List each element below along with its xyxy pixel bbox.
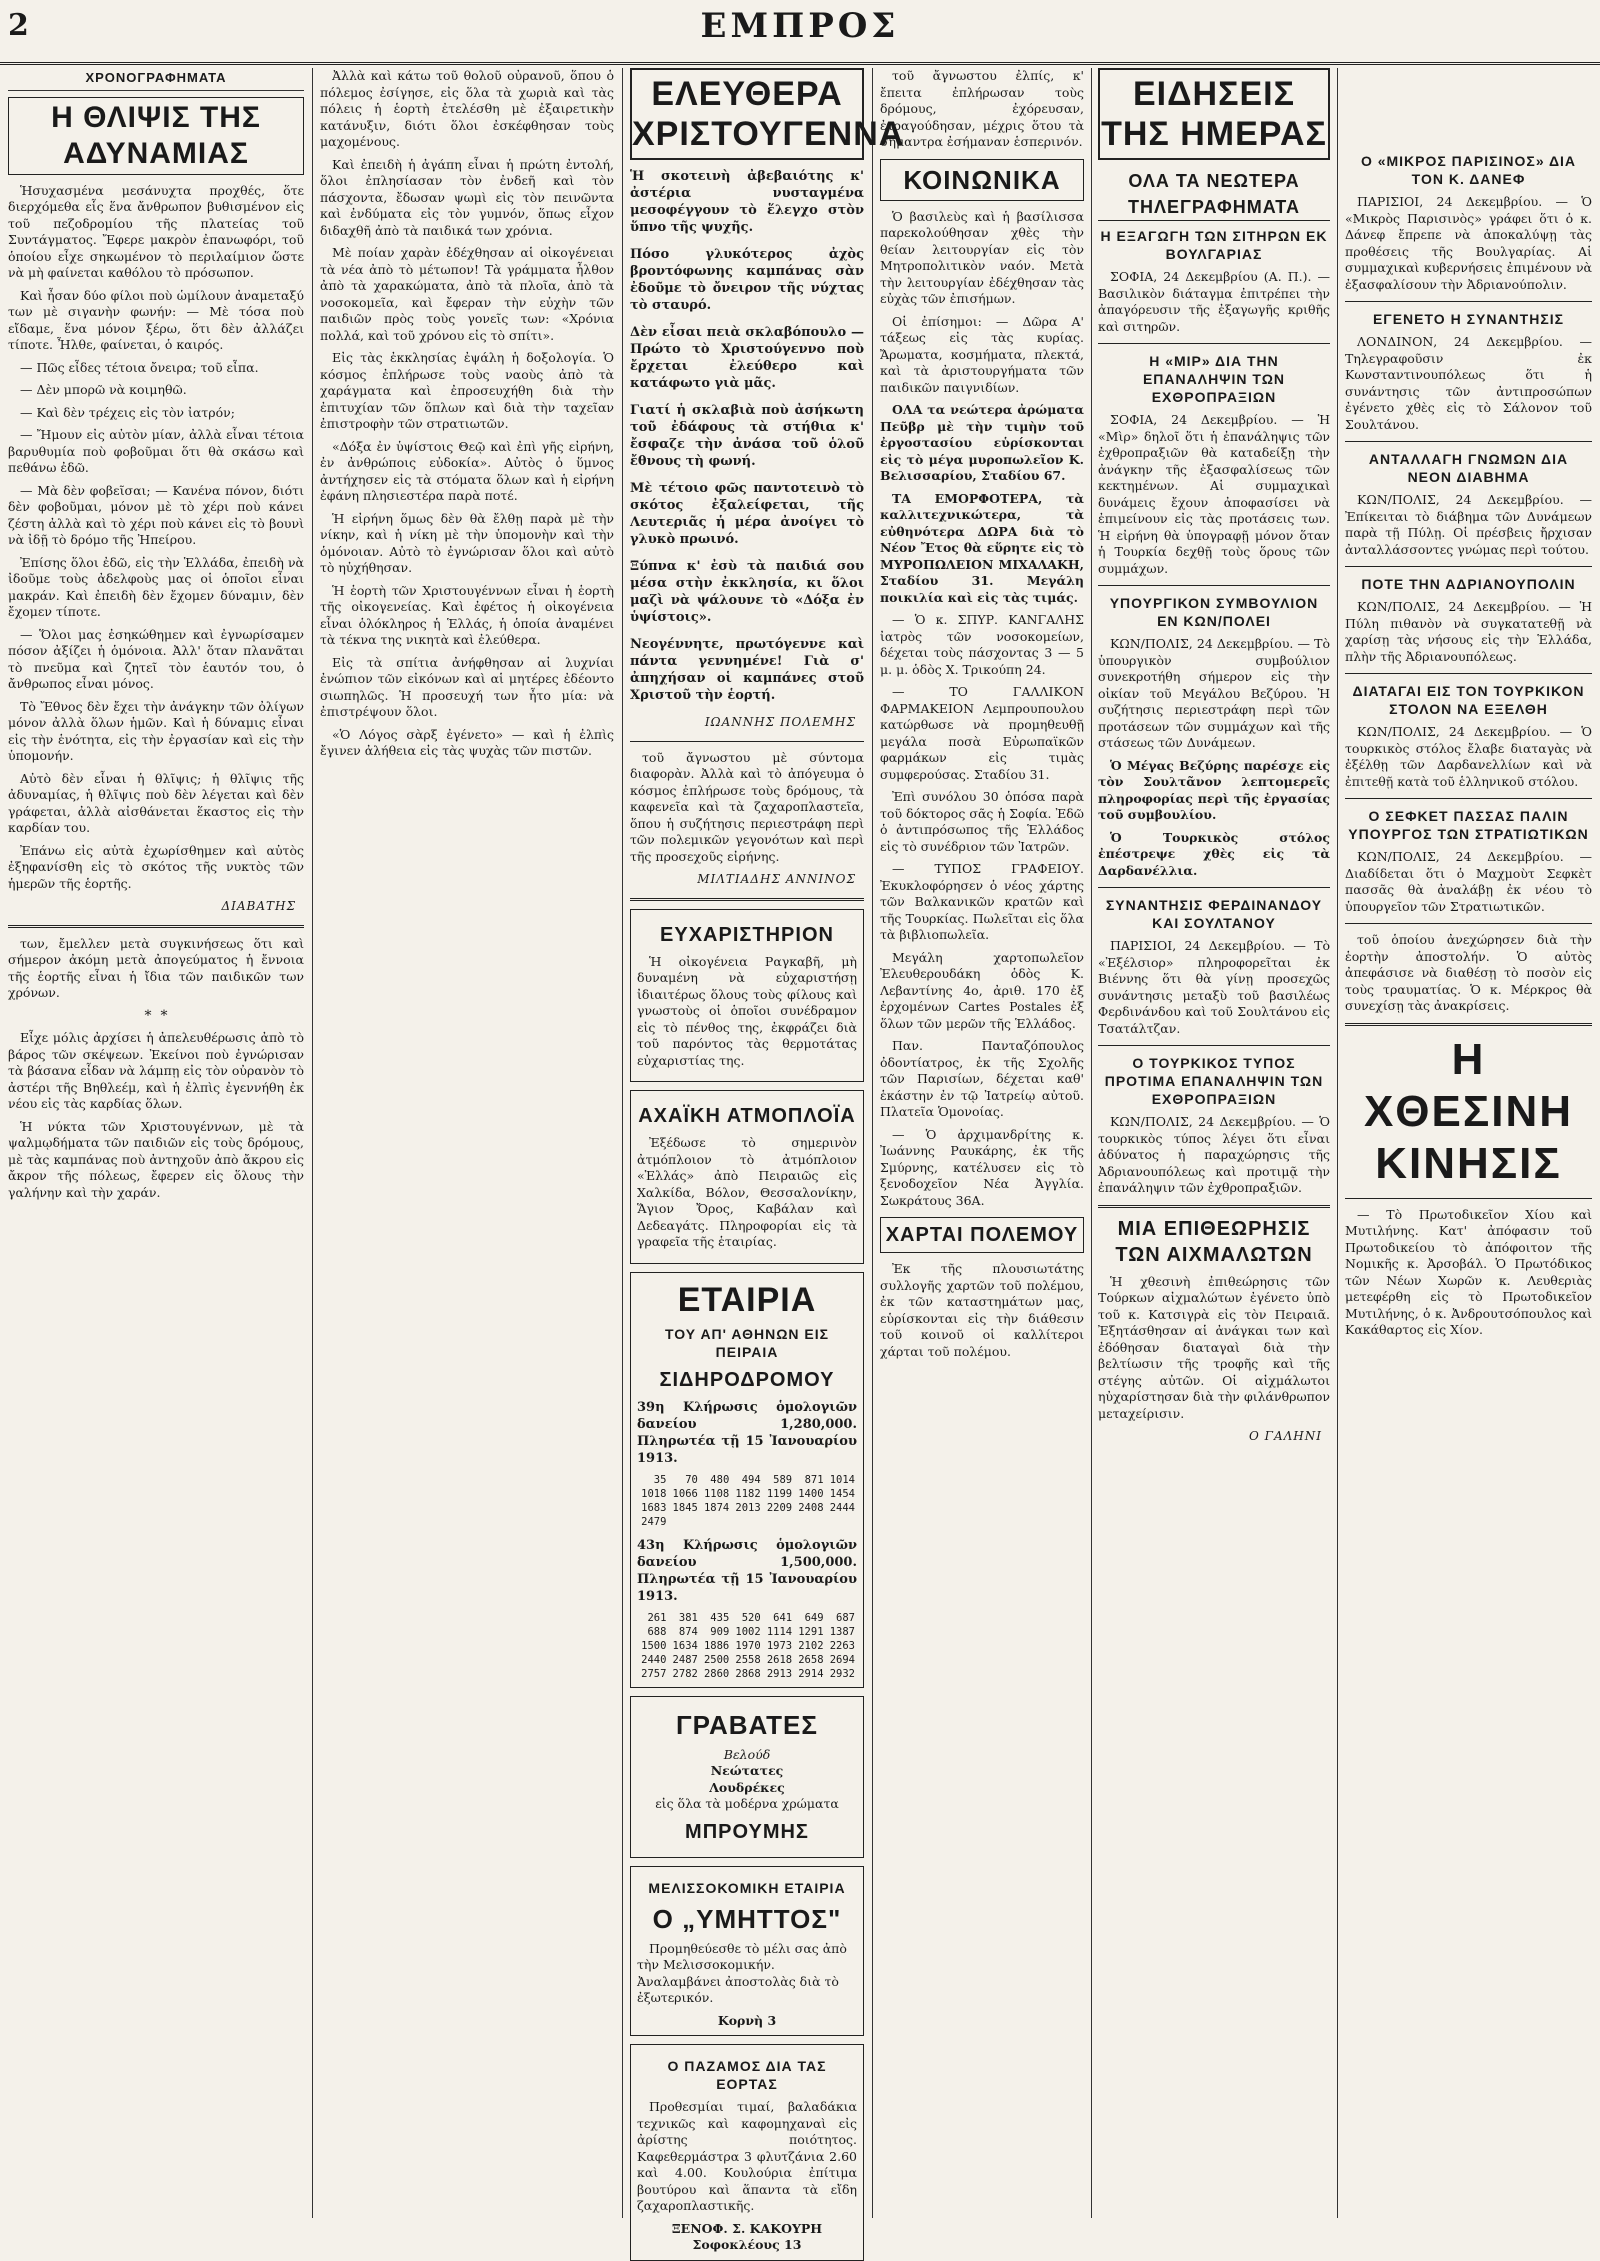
rubric: ΧΡΟΝΟΓΡΑΦΗΜΑΤΑ [8, 70, 304, 91]
ad-shop: ΜΠΡΟΥΜΗΣ [685, 1820, 809, 1843]
article-title: Η ΘΛΙΨΙΣ ΤΗΣ ΑΔΥΝΑΜΙΑΣ [8, 97, 304, 175]
draw-number: 874 [678, 1625, 698, 1638]
divider [630, 898, 864, 901]
ad-title: ΑΧΑΪΚΗ ΑΤΜΟΠΛΟΪΑ [638, 1105, 856, 1127]
draw-number: 649 [804, 1611, 824, 1624]
paragraph: — Ὁ κ. ΣΠΥΡ. ΚΑΝΓΑΛΗΣ ἰατρὸς τῶν νοσοκομείων, δέχεται τοὺς πάσχοντας 3 — 5 μ. μ. ὁδὸς Χ. Τρικούπη 24. [880, 612, 1084, 677]
draw-number: 1973 [766, 1639, 793, 1652]
draw-number: 2782 [672, 1667, 698, 1680]
masthead [0, 0, 1600, 65]
ad-line: εἰς ὅλα τὰ μοδέρνα χρώματα [655, 1796, 839, 1811]
draw-number: 435 [710, 1611, 730, 1624]
draw-number: 480 [710, 1473, 730, 1486]
news-section-title: ΕΙΔΗΣΕΙΣ ΤΗΣ ΗΜΕΡΑΣ [1098, 68, 1330, 160]
paragraph: Ἡ ἑορτὴ τῶν Χριστουγέννων εἶναι ἡ ἑορτὴ τῆς οἰκογενείας. Καὶ ἐφέτος ἡ οἰκογένεια εἶναι ὁλόκληρος ἡ Ἑλλάς, ἡ ὁποία ἀναμένει τὰ τέκνα της νικητὰ καὶ ἐλεύθερα. [320, 582, 614, 647]
draw-number: 2860 [703, 1667, 730, 1680]
paragraph: — Καὶ δὲν τρέχεις εἰς τὸν ἰατρόν; [20, 404, 235, 420]
paragraph: Καὶ ἦσαν δύο φίλοι ποὺ ὡμίλουν ἀναμεταξύ των μὲ σιγανὴν φωνήν: — Μὲ τόσα ποὺ εἴδαμε, ἕνα μόνον ξέρω, ὅτι δὲν ἀλλάζει τίποτε. Ἦλθε, φαίνεται, ὁ καιρός. [8, 287, 304, 352]
column-rule [1337, 68, 1338, 2218]
poem-stanza: Γιατί ἡ σκλαβιὰ ποὺ ἀσήκωτη τοῦ ἐδάφους τὰ στήθια κ' ἔσφαζε τὴν ἀνάσα τοῦ ὁλοῦ ἔθνους τὴ φωνή. [630, 403, 864, 469]
ad-title: ΕΥΧΑΡΙΣΤΗΡΙΟΝ [660, 923, 834, 946]
ad-text: Προμηθεύεσθε τὸ μέλι σας ἀπὸ τὴν Μελισσοκομικήν. Ἀναλαμβάνει ἀποστολὰς διὰ τὸ ἐξωτερικόν. [637, 1940, 847, 2005]
divider [1098, 585, 1330, 586]
ad-railway [630, 1272, 864, 1688]
divider [1345, 441, 1592, 442]
draw-number: 2558 [735, 1653, 761, 1666]
divider [1345, 1023, 1592, 1026]
paragraph: των, ἔμελλεν μετὰ συγκινήσεως ὅτι καὶ σήμερον ἀκόμη μετὰ ἀπογεύματος ἡ ἔννοια τῆς ἑορτῆς εἶναι ἡ ἴδια τῶν παιδικῶν των χρόνων. [8, 935, 304, 1000]
column-news-right [1345, 68, 1592, 2218]
divider [8, 925, 304, 928]
poem-stanza: Δὲν εἶσαι πειὰ σκλαβόπουλο — Πρώτο τὸ Χριστούγεννο ποὺ ἔρχεται ἐλεύθερο καὶ κατάφωτο γιὰ μᾶς. [630, 325, 864, 391]
poem-stanza: Μὲ τέτοιο φῶς παντοτεινὸ τὸ σκότος ἐξαλείφεται, τῆς Λευτεριᾶς ἡ μέρα ἀνοίγει τὸ γλυκὸ πρωινό. [630, 481, 864, 547]
draw-number: 1400 [798, 1487, 824, 1500]
news-item: ΚΩΝ/ΠΟΛΙΣ, 24 Δεκεμβρίου. — Ἡ Πύλη πιθανὸν νὰ συγκατατεθῇ νὰ χαρίσῃ τὰς νήσους εἰς τὴν Ἑλλάδα, πλὴν τῆς Ἀδριανουπόλεως. [1345, 599, 1592, 664]
paragraph: Παν. Πανταζόπουλος ὀδοντίατρος, ἐκ τῆς Σχολῆς τῶν Παρισίων, δέχεται καθ' ἑκάστην ἐν τῷ Ἰατρείῳ αὐτοῦ. Πλατεῖα Ὁμονοίας. [880, 1038, 1084, 1119]
paragraph: «Ὁ Λόγος σὰρξ ἐγένετο» — καὶ ἡ ἐλπὶς ἔγινεν ἀλήθεια εἰς τὰς ψυχὰς τῶν πιστῶν. [320, 726, 614, 758]
ad-line: Νεώτατες [710, 1763, 784, 1778]
ad-text: Ἐξέδωσε τὸ σημερινὸν ἀτμόπλοιον τὸ ἀτμόπλοιον «Ἑλλάς» ἀπὸ Πειραιῶς εἰς Χαλκίδα, Βόλον, Θεσσαλονίκην, Ἅγιον Ὄρος, Καβάλαν καὶ Δεδεαγάτς. Πληροφορίαι εἰς τὰ γραφεῖα τῆς ἑταιρίας. [637, 1135, 857, 1249]
paragraph: — Πῶς εἶδες τέτοια ὄνειρα; τοῦ εἶπα. [20, 359, 259, 375]
news-headline: ΜΙΑ ΕΠΙΘΕΩΡΗΣΙΣ ΤΩΝ ΑΙΧΜΑΛΩΤΩΝ [1115, 1217, 1313, 1266]
draw-number: 589 [773, 1473, 793, 1486]
paragraph: Μὲ ποίαν χαρὰν ἐδέχθησαν αἱ οἰκογένειαι τὰ νέα ἀπὸ τὸ μέτωπον! Τὰ γράμματα ἦλθον ἀπὸ τὰ χαρακώματα, ἀπὸ τὰ πλοῖα, ἀπὸ τὰ νοσοκομεῖα, καὶ ἔφεραν τὴν εὐχὴν τῶν παιδιῶν πρὸς τοὺς γονεῖς των: «Χρόνια πολλά, καὶ τοῦ χρόνου εἰς τὸ σπίτι». [320, 245, 614, 343]
news-headline: ΥΠΟΥΡΓΙΚΟΝ ΣΥΜΒΟΥΛΙΟΝ ΕΝ ΚΩΝ/ΠΟΛΕΙ [1109, 595, 1319, 629]
draw-number: 687 [836, 1611, 855, 1624]
divider [1345, 673, 1592, 674]
draw-number: 1634 [672, 1639, 698, 1652]
column-news [1098, 68, 1330, 2218]
draw-number: 2487 [672, 1653, 698, 1666]
spacer [1345, 68, 1592, 146]
poem-stanza: Ξύπνα κ' ἐσὺ τὰ παιδιά σου μέσα στὴν ἐκκλησία, κι ὅλοι μαζὶ νὰ ψάλουνε τὸ «Δόξα ἐν ὑψίστοις». [630, 559, 864, 625]
draw-number: 641 [773, 1611, 793, 1624]
draw-number: 1387 [829, 1625, 855, 1638]
ad-bazaar [630, 2044, 864, 2261]
section-title: ΚΟΙΝΩΝΙΚΑ [903, 164, 1061, 195]
column-rule [312, 68, 313, 2218]
draw-number: 2932 [829, 1667, 855, 1680]
divider [1345, 1198, 1592, 1199]
ad-honey [630, 1866, 864, 2037]
column-rule [622, 68, 623, 2218]
ad-shop: ΞΕΝΟΦ. Σ. ΚΑΚΟΥΡΗ [671, 2220, 823, 2236]
paragraph: Ἐπίσης ὅλοι ἐδῶ, εἰς τὴν Ἑλλάδα, ἐπειδὴ νὰ ἰδοῦμε τοὺς ἀδελφοὺς μας οἱ ὁποῖοι εἶναι μακράν. Καὶ ἐπειδὴ δὲν ἔχομεν δύναμιν, δὲν ἔχομεν τίποτε. [8, 554, 304, 619]
ad-title: Ο ΠΑΖΑΜΟΣ ΔΙΑ ΤΑΣ ΕΟΡΤΑΣ [667, 2058, 827, 2092]
draw-number: 2263 [829, 1639, 855, 1652]
draw-number: 520 [741, 1611, 761, 1624]
draw-number: 1002 [735, 1625, 761, 1638]
divider [1098, 343, 1330, 344]
ad-subtitle: ΤΟΥ ΑΠ' ΑΘΗΝΩΝ ΕΙΣ ΠΕΙΡΑΙΑ [664, 1325, 830, 1360]
signature: ΜΙΛΤΙΑΔΗΣ ΑΝΝΙΝΟΣ [697, 872, 856, 886]
ad-title: ΜΕΛΙΣΣΟΚΟΜΙΚΗ ΕΤΑΙΡΙΑ [648, 1879, 846, 1896]
ad-address: Σοφοκλέους 13 [692, 2237, 802, 2252]
paragraph: — Ὅλοι μας ἐσηκώθημεν καὶ ἐγνωρίσαμεν πόσον ἀξίζει ἡ ὁμόνοια. Ἀλλ' ὅταν πλανᾶται τὸ πνεῦμα καὶ ζητεῖ τὸν ἑαυτόν του, ὁ ἄνθρωπος εἶναι μόνος. [8, 626, 304, 691]
news-item: ΣΟΦΙΑ, 24 Δεκεμβρίου (Α. Π.). — Βασιλικὸν διάταγμα ἐπιτρέπει τὴν ἀπαγόρευσιν τῆς ἐξαγωγῆς κριθῆς καὶ σιτηρῶν. [1098, 269, 1330, 334]
section-header-box [880, 159, 1084, 201]
draw-number: 1114 [766, 1625, 793, 1638]
divider [1345, 798, 1592, 799]
news-item: ΣΟΦΙΑ, 24 Δεκεμβρίου. — Ἡ «Μὶρ» δηλοῖ ὅτι ἡ ἐπανάληψις τῶν ἐχθροπραξιῶν θὰ καταδείξῃ τὴν ἀνάγκην τῆς ἐξασφαλίσεως τῶν κεκτημένων. Αἱ συμμαχικαὶ δυνάμεις ἔχουν ἀποφασίσει νὰ ἐπιμείνουν εἰς τὰς προτάσεις των. Ἡ εἰρήνη θὰ ὑπογραφῇ μόνον ὅταν ἡ Τουρκία δεχθῇ τοὺς ὅρους τῶν συμμάχων. [1098, 412, 1330, 576]
draw-number: 1886 [703, 1639, 730, 1652]
draw-number: 909 [710, 1625, 730, 1638]
news-item: ΚΩΝ/ΠΟΛΙΣ, 24 Δεκεμβρίου. — Τὸ ὑπουργικὸν συμβούλιον συνεκροτήθη σήμερον εἰς τὴν οἰκίαν τοῦ Μεγάλου Βεζύρου. Ἡ συζήτησις περιεστράφη περὶ τῶν προτάσεων τῶν συμμάχων καὶ τῆς στάσεως τῶν Δυνάμεων. [1098, 636, 1330, 750]
poem-stanza: Ἡ σκοτεινὴ ἀβεβαιότης κ' ἀστέρια νυσταγμένα μεσοφέγγουν τὸ ἕλεγχο στὸν ὕπνο τῆς ψυχῆς. [630, 169, 864, 235]
draw-number: 35 [653, 1473, 667, 1486]
paragraph: Ἡσυχασμένα μεσάνυχτα προχθές, ὅτε διερχόμεθα εἷς ἕνα ἄνθρωπον βυθισμένον εἰς τοῦ πεζοδρομίου τῆς πλατείας τοῦ Συντάγματος. Ἔφερε μακρὸν ἐπανωφόρι, τοῦ ὁποίου εἶχε σηκωμένον τὸ περιλαίμιον ὥστε νὰ μὴ φαίνεται καθόλου τὸ πρόσωπον. [8, 182, 304, 280]
ad-line: Λουδρέκες [709, 1779, 785, 1795]
news-headline: ΕΓΕΝΕΤΟ Η ΣΥΝΑΝΤΗΣΙΣ [1372, 311, 1565, 327]
paragraph: — Τὸ Πρωτοδικεῖον Χίου καὶ Μυτιλήνης. Κατ' ἀπόφασιν τοῦ Πρωτοδικείου τὸ ἀπόφοιτον τῆς Νομικῆς κ. Ἀρσοβάλ. Ὁ Πρωτόδικος τῶν Νέων Χωρῶν κ. Λευθεριὰς μετεφέρθη εἰς τὸ Πρωτοδικεῖον Μυτιλήνης, ὁ κ. Ἀνδρουτσόπουλος καὶ Κακάθαρτος εἰς Χίον. [1345, 1206, 1592, 1337]
ad-name: Ο „ΥΜΗΤΤΟΣ" [652, 1903, 842, 1934]
draw-number: 1500 [641, 1639, 667, 1652]
paragraph: Τὸ Ἔθνος δὲν ἔχει τὴν ἀνάγκην τῶν ὀλίγων μόνον ἀλλὰ ὅλων ἡμῶν. Καὶ ἡ δύναμις εἶναι εἰς τὴν ἑνότητα, εἰς τὴν ἐργασίαν καὶ εἰς τὴν ὑπομονήν. [8, 698, 304, 763]
paragraph: — Δὲν μπορῶ νὰ κοιμηθῶ. [20, 382, 187, 397]
draw-number: 2479 [641, 1515, 667, 1528]
paragraph: ΤΑ ΕΜΟΡΦΟΤΕΡΑ, τὰ καλλιτεχνικώτερα, τὰ εὐθηνότερα ΔΩΡΑ διὰ τὸ Νέον Ἔτος θὰ εὕρητε εἰς τὸ ΜΥΡΟΠΩΛΕΙΟΝ ΜΙΧΑΛΑΚΗ, Σταδίου 31. Μεγάλη ποικιλία καὶ εἰς τὰς τιμάς. [880, 490, 1084, 605]
draw-numbers-row [637, 1667, 857, 1681]
paragraph: — ΤΥΠΟΣ ΓΡΑΦΕΙΟΥ. Ἐκυκλοφόρησεν ὁ νέος χάρτης τῶν Βαλκανικῶν κρατῶν καὶ τῆς Τουρκίας. Πωλεῖται εἰς ὅλα τὰ βιβλιοπωλεῖα. [880, 861, 1084, 942]
draw-number: 1454 [829, 1487, 855, 1500]
draw-number: 1108 [703, 1487, 730, 1500]
paragraph: Ἀλλὰ καὶ κάτω τοῦ θολοῦ οὐρανοῦ, ὅπου ὁ πόλεμος ἐσίγησε, εἰς ὅλα τὰ χωριὰ καὶ τὰς πόλεις ἡ ἑορτὴ ἐτελέσθη μὲ ἐξαιρετικὴν κατάνυξιν, διότι ὅλοι ἐσκέφθησαν τοὺς μαχομένους. [320, 68, 614, 149]
draw-number: 1845 [672, 1501, 698, 1514]
paragraph: — ΤΟ ΓΑΛΛΙΚΟΝ ΦΑΡΜΑΚΕΙΟΝ Λεμπρουπουλου κατώρθωσε νὰ προμηθευθῇ μεγάλα ποσὰ Εὐρωπαϊκῶν φαρμάκων εἰς τιμὰς συμφερούσας. Σταδίου 31. [880, 684, 1084, 782]
section-header-box [880, 1217, 1084, 1253]
draw-number: 2408 [798, 1501, 824, 1514]
draw-title: 43η Κλήρωσις ὁμολογιῶν δανείου 1,500,000. Πληρωτέα τῇ 15 Ἰανουαρίου 1913. [637, 1537, 857, 1604]
news-item: ΠΑΡΙΣΙΟΙ, 24 Δεκεμβρίου. — Ὁ «Μικρὸς Παρισινὸς» γράφει ὅτι ὁ κ. Δάνεφ ἔπρεπε νὰ ἀποκαλύψῃ τὰς προθέσεις τῆς Βουλγαρίας. Αἱ συμμαχικαὶ κυβερνήσεις ἐπιμένουν νὰ ἐξασφαλίσουν τὴν Ἀδριανούπολιν. [1345, 194, 1592, 292]
draw-numbers-table [637, 1473, 857, 1529]
paragraph: ΟΛΑ τα νεώτερα ἀρώματα Πεῦβρ μὲ τὴν τιμὴν τοῦ ἐργοστασίου εὑρίσκονται εἰς τὸ μέγα μυροπωλεῖον Κ. Βελισσαρίου, Σταδίου 67. [880, 402, 1084, 483]
draw-number: 871 [804, 1473, 824, 1486]
draw-number: 1683 [641, 1501, 667, 1514]
paragraph: Εἰς τὰς ἐκκλησίας ἐψάλη ἡ δοξολογία. Ὁ κόσμος ἐπλήρωσε τοὺς ναοὺς ἀπὸ τὰ χαράγματα καὶ ἐπροσευχήθη διὰ τὴν ἐπιτυχίαν τῶν ὅπλων καὶ διὰ τὴν ταχεῖαν ἐπιστροφὴν τῶν στρατιωτῶν. [320, 350, 614, 431]
paragraph: — Ἤμουν εἰς αὐτὸν μίαν, ἀλλὰ εἶναι τέτοια βαρυθυμία ποὺ φοβοῦμαι ὅτι θὰ σκάσω καὶ πεθάνω ἐδῶ. [8, 427, 304, 475]
paragraph: Καὶ ἐπειδὴ ἡ ἀγάπη εἶναι ἡ πρώτη ἐντολή, ὅλοι ἐπλησίασαν τὸν ἐνδεῆ καὶ τὸν πάσχοντα, ἔδωσαν ψωμὶ εἰς τὸν πεινῶντα καὶ ἐνδύματα εἰς τὸν γυμνόν, ὅπως εἶχον διδαχθῆ ἀπὸ τὰ παιδικά των χρόνια. [320, 156, 614, 238]
news-item: Ὁ Μέγας Βεζύρης παρέσχε εἰς τὸν Σουλτᾶνον λεπτομερεῖς πληροφορίας περὶ τῆς ἐργασίας τοῦ συμβουλίου. [1098, 757, 1330, 822]
signature: ΔΙΑΒΑΤΗΣ [221, 899, 296, 913]
draw-number: 261 [647, 1611, 667, 1624]
divider [1098, 1205, 1330, 1208]
draw-number: 2440 [641, 1653, 667, 1666]
draw-numbers-table [637, 1611, 857, 1681]
divider [1345, 566, 1592, 567]
ad-subtitle: ΣΙΔΗΡΟΔΡΟΜΟΥ [659, 1368, 835, 1391]
draw-number: 381 [678, 1611, 698, 1624]
paragraph: Οἱ ἐπίσημοι: — Δῶρα Α' τάξεως εἰς τὰς κυρίας. Ἄρωματα, κοσμήματα, πλεκτά, καὶ τὰ ἀριστουργήματα τῶν παιδικῶν παιγνιδίων. [880, 313, 1084, 395]
paragraph: Ἐκ τῆς πλουσιωτάτης συλλογῆς χαρτῶν τοῦ πολέμου, ἐκ τῶν καταστημάτων μας, εὑρίσκονται εἰς τὴν διάθεσιν τοῦ κοινοῦ οἱ καλλίτεροι χάρται τοῦ πολέμου. [880, 1261, 1084, 1359]
draw-numbers-row [637, 1501, 857, 1515]
news-item: ΛΟΝΔΙΝΟΝ, 24 Δεκεμβρίου. — Τηλεγραφοῦσιν ἐκ Κωνσταντινουπόλεως ὅτι ἡ συνάντησις τῶν ἀντιπροσώπων ἐγένετο χθὲς εἰς τὸ Σάλονον τοῦ Σουλτάνου. [1345, 334, 1592, 432]
paper-name: ΕΜΠΡΟΣ [700, 6, 900, 46]
news-headline: Ο «ΜΙΚΡΟΣ ΠΑΡΙΣΙΝΟΣ» ΔΙΑ ΤΟΝ Κ. ΔΑΝΕΦ [1360, 153, 1577, 187]
poem-stanza: Νεογέννητε, πρωτόγεννε καὶ πάντα γεννημένε! Γιὰ σ' ἀπηχήσαν οἱ καμπάνες στοῦ Χριστοῦ τὴν ἑορτή. [630, 637, 864, 703]
ad-thanks [630, 909, 864, 1083]
section-title: ΧΑΡΤΑΙ ΠΟΛΕΜΟΥ [885, 1224, 1079, 1246]
news-subtitle: ΟΛΑ ΤΑ ΝΕΩΤΕΡΑ ΤΗΛΕΓΡΑΦΗΜΑΤΑ [1098, 168, 1330, 221]
draw-number: 1014 [829, 1473, 855, 1486]
draw-number: 2913 [766, 1667, 793, 1680]
ad-title: ΓΡΑΒΑΤΕΣ [675, 1709, 819, 1740]
draw-number: 2694 [829, 1653, 855, 1666]
poem-title: ΕΛΕΥΘΕΡΑ ΧΡΙΣΤΟΥΓΕΝΝΑ [630, 68, 864, 160]
news-headline: Η ΕΞΑΓΩΓΗ ΤΩΝ ΣΙΤΗΡΩΝ ΕΚ ΒΟΥΛΓΑΡΙΑΣ [1100, 228, 1328, 262]
column-social [880, 68, 1084, 2218]
draw-number: 494 [741, 1473, 761, 1486]
news-headline: ΣΥΝΑΝΤΗΣΙΣ ΦΕΡΔΙΝΑΝΔΟΥ ΚΑΙ ΣΟΥΛΤΑΝΟΥ [1105, 897, 1323, 931]
page-number: 2 [8, 8, 29, 43]
column-poem-ads [630, 68, 905, 2252]
draw-number: 1970 [735, 1639, 761, 1652]
draw-number: 2102 [798, 1639, 824, 1652]
ad-title: ΕΤΑΙΡΙΑ [677, 1280, 817, 1319]
paragraph: Μεγάλη χαρτοπωλεῖον Ἐλευθερουδάκη ὁδὸς Κ. Λεβαντίνης 4ο, ἀριθ. 170 ἐξ ἐρχομένων Cartes Postales ἐξ ὅλων τῶν μερῶν τῆς Ἑλλάδος. [880, 949, 1084, 1031]
draw-numbers-row [637, 1515, 857, 1529]
news-item: ΚΩΝ/ΠΟΛΙΣ, 24 Δεκεμβρίου. — Ἐπίκειται τὸ διάβημα τῶν Δυνάμεων παρὰ τῇ Πύλῃ. Οἱ πρέσβεις ἤρχισαν ἀνταλλάσσοντες γνώμας περὶ τούτου. [1345, 492, 1592, 557]
draw-number: 1182 [735, 1487, 761, 1500]
ad-line: Βελούδ [723, 1746, 771, 1762]
paragraph: Εἰς τὰ σπίτια ἀνήφθησαν αἱ λυχνίαι ἐνώπιον τῶν εἰκόνων καὶ αἱ μητέρες ἐδέοντο σιωπηλῶς. Ἡ προσευχή των ἦτο μία: νὰ ἐπιστρέψουν ὅλοι. [320, 654, 614, 719]
paragraph: τοῦ ἄγνωστου ἐλπίς, κ' ἔπειτα ἐπλήρωσαν τοὺς δρόμους, ἐχόρευσαν, ἐτραγούδησαν, μέχρις ὅτου τὰ σήμαντρα ἐσήμαναν ἑσπερινόν. [880, 68, 1084, 149]
ad-address: Κορνὴ 3 [717, 2012, 777, 2028]
news-item: ΠΑΡΙΣΙΟΙ, 24 Δεκεμβρίου. — Τὸ «Ἐξέλσιορ» πληροφορεῖται ἐκ Βιέννης ὅτι θὰ γίνῃ προσεχῶς συνάντησις μεταξὺ τοῦ βασιλέως Φερδινάνδου καὶ τοῦ Σουλτάνου εἰς Τσατάλτζαν. [1098, 938, 1330, 1036]
draw-numbers-row [637, 1611, 857, 1625]
draw-number: 1018 [641, 1487, 667, 1500]
paragraph: Ἐπὶ συνόλου 30 ὁπόσα παρὰ τοῦ δόκτορος σᾶς ἡ Σοφία. Ἐδῶ ὁ ἀντιπρόσωπος τῆς Ἑλλάδος εἰς τὸ συνέδριον τῶν Ἰατρῶν. [880, 789, 1084, 854]
ad-ties [630, 1696, 864, 1858]
column-continuation [320, 68, 614, 2218]
news-item: Ἡ χθεσινὴ ἐπιθεώρησις τῶν Τούρκων αἰχμαλώτων ἐγένετο ὑπὸ τοῦ κ. Κατσιγρὰ εἰς τὸν Πειραιᾶ. Ἐξητάσθησαν αἱ ἀνάγκαι των καὶ ἐδόθησαν διαταγαὶ διὰ τὴν βελτίωσιν τῆς τροφῆς καὶ τῆς στέγης αὐτῶν. Οἱ αἰχμάλωτοι ηὐχαρίστησαν διὰ τὴν φιλάνθρωπον μεταχείρισιν. [1098, 1273, 1330, 1421]
paragraph: Εἶχε μόλις ἀρχίσει ἡ ἀπελευθέρωσις ἀπὸ τὸ βάρος τῶν σκέψεων. Ἐκείνοι ποὺ ἐγνώρισαν τὰ βάσανα εἶδαν νὰ λάμπῃ εἰς τὸν οὐρανὸν τὸ ἀστέρι τῆς Βηθλεέμ, καὶ ἡ ἐλπὶς ἐγεννήθη ἐκ νέου εἰς τὰς καρδίας ὅλων. [8, 1030, 304, 1111]
paragraph: Ὁ βασιλεὺς καὶ ἡ βασίλισσα παρεκολούθησαν χθὲς τὴν θείαν λειτουργίαν εἰς τὸν Μητροπολιτικὸν ναόν. Μετὰ τὴν λειτουργίαν ἐδέχθησαν τὰς εὐχὰς τῶν ἐπισήμων. [880, 208, 1084, 306]
draw-number: 688 [647, 1625, 667, 1638]
draw-number: 1066 [672, 1487, 698, 1500]
ad-text: Προθεσμίαι τιμαί, βαλαδάκια τεχνικῶς καὶ καφομηχαναὶ εἰς ἀρίστης ποιότητος. Καφεθερμάστρα 3 φλυτζάνια 2.60 καὶ 4.00. Κουλούρια ἐπίτιμα βουτύρου καὶ ἅπαντα τὰ εἴδη ζαχαροπλαστικῆς. [637, 2099, 857, 2213]
draw-number: 2914 [798, 1667, 824, 1680]
news-headline: Η «ΜΙΡ» ΔΙΑ ΤΗΝ ΕΠΑΝΑΛΗΨΙΝ ΤΩΝ ΕΧΘΡΟΠΡΑΞΙΩΝ [1142, 353, 1286, 405]
draw-number: 2500 [703, 1653, 730, 1666]
paragraph: Ἡ εἰρήνη ὅμως δὲν θὰ ἔλθῃ παρὰ μὲ τὴν νίκην, καὶ ἡ νίκη μὲ τὴν ὑπομονὴν καὶ τὴν ὁμόνοιαν. Αὐτὸ τὸ ἐγνώρισαν ὅλοι καὶ αὐτὸ τὸ ηὐχήθησαν. [320, 510, 614, 575]
draw-numbers-row [637, 1653, 857, 1667]
divider [1098, 887, 1330, 888]
paragraph: — Ὁ ἀρχιμανδρίτης κ. Ἰωάννης Ραυκάρης, ἐκ τῆς Σμύρνης, κατέλυσεν εἰς τὸ ξενοδοχεῖον Νέα Ἀγγλία. Σωκράτους 36Α. [880, 1126, 1084, 1208]
paragraph: «Δόξα ἐν ὑψίστοις Θεῷ καὶ ἐπὶ γῆς εἰρήνη, ἐν ἀνθρώποις εὐδοκία». Αὐτὸς ὁ ὕμνος ἀντήχησεν εἰς τὰ στόματα ὅλων καὶ ἡ εἰρήνη ἐφάνη πλησιεστέρα παρὰ ποτέ. [320, 438, 614, 503]
column-rule [872, 68, 873, 2218]
news-headline: ΠΟΤΕ ΤΗΝ ΑΔΡΙΑΝΟΥΠΟΛΙΝ [1361, 576, 1576, 592]
draw-number: 2618 [766, 1653, 793, 1666]
draw-number: 2658 [798, 1653, 824, 1666]
poem-stanza: Πόσο γλυκότερος ἀχὸς βροντόφωνης καμπάνας σὰν ἐδοῦμε τὸ ὄνειρον τῆς νύχτας τὸ σταυρό. [630, 247, 864, 313]
draw-number: 2013 [735, 1501, 761, 1514]
paragraph: Αὐτὸ δὲν εἶναι ἡ θλῖψις; ἡ θλῖψις τῆς ἀδυναμίας, ἡ θλῖψις ποὺ δὲν λέγεται καὶ δὲν γράφεται, ἀλλὰ αἰσθάνεται ἕκαστος εἰς τὴν καρδίαν του. [8, 770, 304, 835]
divider [630, 741, 864, 742]
signature: Ο ΓΑΛΗΝΙ [1248, 1429, 1322, 1443]
draw-number: 2757 [641, 1667, 667, 1680]
draw-title: 39η Κλήρωσις ὁμολογιῶν δανείου 1,280,000. Πληρωτέα τῇ 15 Ἰανουαρίου 1913. [637, 1399, 857, 1466]
news-headline: ΑΝΤΑΛΛΑΓΗ ΓΝΩΜΩΝ ΔΙΑ ΝΕΟΝ ΔΙΑΒΗΜΑ [1368, 451, 1569, 485]
separator-stars: * * [144, 1007, 168, 1024]
column-rule [1091, 68, 1092, 2218]
section-title: Η ΧΘΕΣΙΝΗ ΚΙΝΗΣΙΣ [1363, 1034, 1574, 1188]
poem [630, 168, 864, 704]
draw-numbers-row [637, 1639, 857, 1653]
draw-numbers-row [637, 1473, 857, 1487]
news-headline: ΔΙΑΤΑΓΑΙ ΕΙΣ ΤΟΝ ΤΟΥΡΚΙΚΟΝ ΣΤΟΛΟΝ ΝΑ ΕΞΕΛΘΗ [1352, 683, 1585, 717]
ad-text: Ἡ οἰκογένεια Ραγκαβῆ, μὴ δυναμένη νὰ εὐχαριστήσῃ ἰδιαιτέρως ὅλους τοὺς φίλους καὶ γνωστοὺς οἱ ὁποῖοι συνέδραμον εἰς τὸ πένθος της, ἐκφράζει διὰ τοῦ παρόντος τὰς θερμοτάτας εὐχαριστίας της. [637, 953, 857, 1068]
news-item: Ὁ Τουρκικὸς στόλος ἐπέστρεψε χθὲς εἰς τὰ Δαρδανέλλια. [1098, 829, 1330, 878]
draw-numbers-row [637, 1625, 857, 1639]
draw-number: 1199 [766, 1487, 793, 1500]
paragraph: τοῦ ἄγνωστου μὲ σύντομα διαφορὰν. Ἀλλὰ καὶ τὸ ἀπόγευμα ὁ κόσμος ἐπλήρωσε τοὺς δρόμους, τὰ καφενεῖα καὶ τὰ ζαχαροπλαστεῖα, ὅπου ἡ συζήτησις περιεστράφη περὶ τῶν πολεμικῶν γεγονότων καὶ περὶ τῆς προσεχοῦς εἰρήνης. [630, 749, 864, 864]
news-item: ΚΩΝ/ΠΟΛΙΣ, 24 Δεκεμβρίου. — Ὁ τουρκικὸς τύπος λέγει ὅτι εἶναι ἀδύνατος ἡ παραχώρησις τῆς Ἀδριανουπόλεως καὶ προτιμᾷ τὴν ἐπανάληψιν τῶν ἐχθροπραξιῶν. [1098, 1114, 1330, 1195]
draw-number: 1874 [703, 1501, 730, 1514]
divider [1345, 923, 1592, 924]
poet-signature: ΙΩΑΝΝΗΣ ΠΟΛΕΜΗΣ [704, 715, 856, 729]
column-chronicle [8, 68, 304, 2218]
paragraph: Ἡ νύκτα τῶν Χριστουγέννων, μὲ τὰ ψαλμῳδήματα τῶν παιδιῶν εἰς τοὺς δρόμους, μὲ τὰς καμπάνας ποὺ ἀντηχοῦν ἀπὸ ἄκρου εἰς ἄκρον τῆς πόλεως, ἔφερεν εἰς ὅλους τὴν γαλήνην καὶ τὴν χαράν. [8, 1118, 304, 1200]
news-item: ΚΩΝ/ΠΟΛΙΣ, 24 Δεκεμβρίου. — Διαδίδεται ὅτι ὁ Μαχμοὺτ Σεφκὲτ πασσᾶς θὰ ἀναλάβῃ ἐκ νέου τὸ ὑπουργεῖον τῶν Στρατιωτικῶν. [1345, 849, 1592, 914]
paragraph: τοῦ ὁποίου ἀνεχώρησεν διὰ τὴν ἑορτὴν ἀποστολήν. Ὁ αὐτὸς ἀπεφάσισε νὰ διαθέσῃ τὸ ποσὸν εἰς τοὺς τραυματίας. Ὁ κ. Μέρκρος θὰ συνεχίσῃ τὰς ἀνακρίσεις. [1345, 932, 1592, 1013]
paragraph: — Μὰ δὲν φοβεῖσαι; — Κανένα πόνον, διότι δὲν φοβοῦμαι, μόνον μὲ τὸ χέρι ποὺ κάνει ζέστη ἀλλὰ καὶ τὸ χέρι ποὺ κάνει εἰς τὸ βουνὶ νὰ ἰδῇ τὸ δρόμο τῆς Ἠπείρου. [8, 482, 304, 547]
draw-numbers-row [637, 1487, 857, 1501]
draw-number: 2444 [829, 1501, 855, 1514]
ad-steamship [630, 1090, 864, 1264]
news-headline: Ο ΣΕΦΚΕΤ ΠΑΣΣΑΣ ΠΑΛΙΝ ΥΠΟΥΡΓΟΣ ΤΩΝ ΣΤΡΑΤΙΩΤΙΚΩΝ [1348, 808, 1589, 842]
news-item: ΚΩΝ/ΠΟΛΙΣ, 24 Δεκεμβρίου. — Ὁ τουρκικὸς στόλος ἔλαβε διαταγὰς νὰ ἐξέλθῃ τῶν Δαρδανελλίων καὶ νὰ ἐπιτεθῇ κατὰ τοῦ ἑλληνικοῦ στόλου. [1345, 724, 1592, 789]
divider [1345, 301, 1592, 302]
draw-number: 70 [685, 1473, 698, 1486]
draw-number: 1291 [798, 1625, 824, 1638]
news-headline: Ο ΤΟΥΡΚΙΚΟΣ ΤΥΠΟΣ ΠΡΟΤΙΜΑ ΕΠΑΝΑΛΗΨΙΝ ΤΩΝ ΕΧΘΡΟΠΡΑΞΙΩΝ [1104, 1055, 1324, 1107]
draw-number: 2868 [735, 1667, 761, 1680]
draw-number: 2209 [766, 1501, 793, 1514]
divider [1098, 1045, 1330, 1046]
paragraph: Ἐπάνω εἰς αὐτὰ ἐχωρίσθημεν καὶ αὐτὸς ἐξηφανίσθη εἰς τὸ σκότος τῆς νυκτὸς τῶν ἡμερῶν τῆς ἑορτῆς. [8, 842, 304, 891]
